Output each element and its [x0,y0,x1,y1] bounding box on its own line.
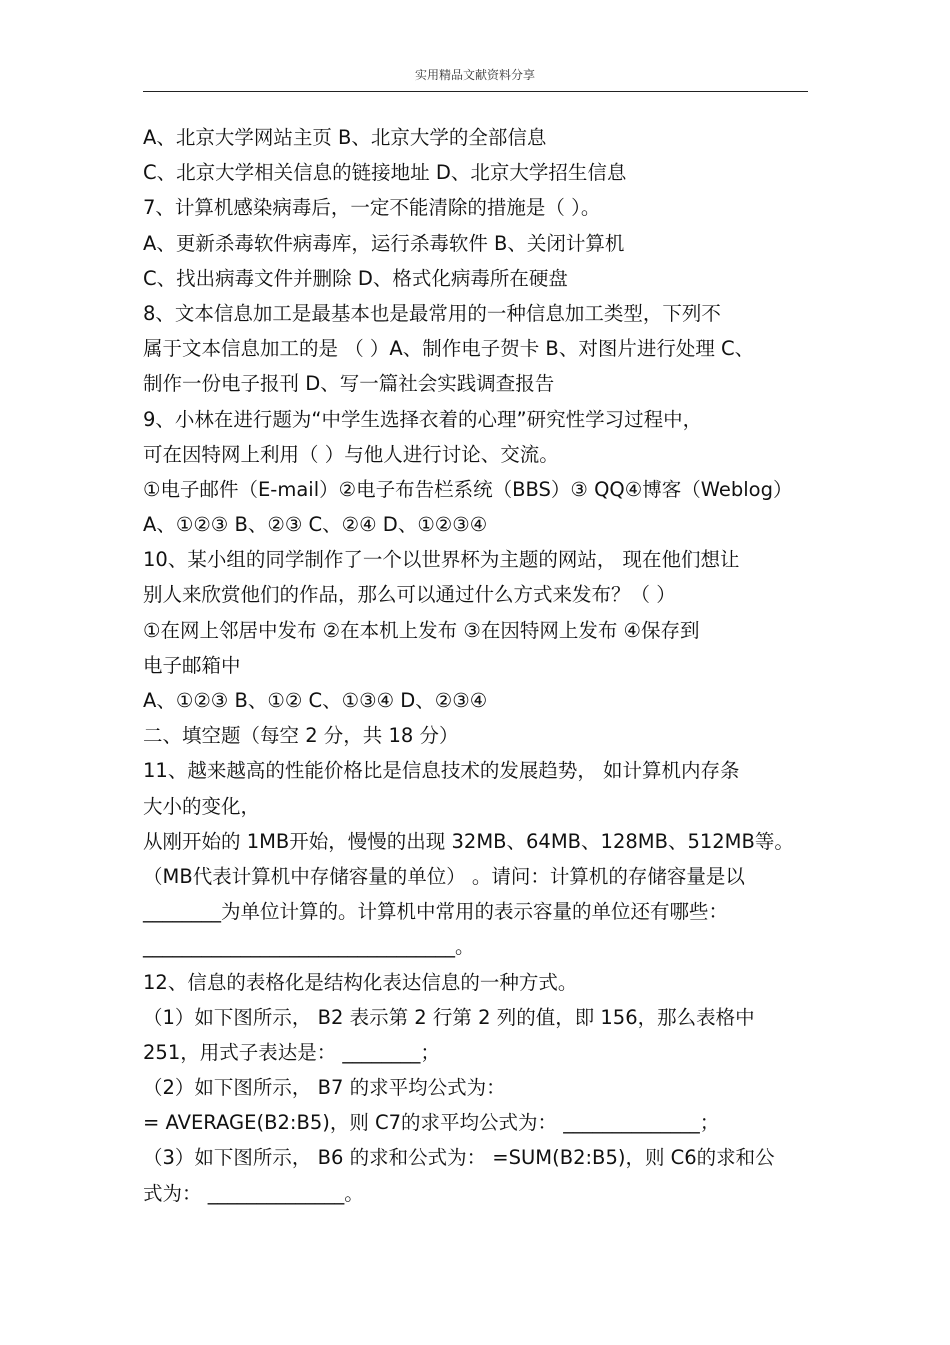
q10-stem-2: 别人来欣赏他们的作品，那么可以通过什么方式来发布？（ ） [143,583,676,607]
q12-part3-line2: 式为： ______________。 [143,1181,364,1205]
q11-stem-2: 大小的变化， [143,794,261,818]
q8-options: 制作一份电子报刊 D、写一篇社会实践调查报告 [143,372,555,396]
document-body [143,120,813,1211]
q10-options: A、①②③ B、①② C、①③④ D、②③④ [143,689,488,712]
q7-options-cd: C、找出病毒文件并删除 D、格式化病毒所在硬盘 [143,266,568,290]
q7-stem: 7、计算机感染病毒后，一定不能清除的措施是（ ）。 [143,196,601,220]
q11-stem-4: （MB代表计算机中存储容量的单位） 。请问：计算机的存储容量是以 [143,864,745,888]
q9-stem-2: 可在因特网上利用（ ）与他人进行讨论、交流。 [143,442,559,466]
header-rule [143,91,808,92]
q7-options-ab: A、更新杀毒软件病毒库，运行杀毒软件 B、关闭计算机 [143,231,625,255]
q10-items-2: 电子邮箱中 [143,653,241,677]
q10-stem-1: 10、某小组的同学制作了一个以世界杯为主题的网站， 现在他们想让 [143,548,740,572]
q8-stem-1: 8、文本信息加工是最基本也是最常用的一种信息加工类型，下列不 [143,301,721,325]
q12-stem: 12、信息的表格化是结构化表达信息的一种方式。 [143,970,578,994]
section-fill-in-heading: 二、填空题（每空 2 分，共 18 分） [143,724,459,748]
q11-stem-1: 11、越来越高的性能价格比是信息技术的发展趋势， 如计算机内存条 [143,759,740,783]
q10-items-1: ①在网上邻居中发布 ②在本机上发布 ③在因特网上发布 ④保存到 [143,618,700,642]
q9-stem-1: 9、小林在进行题为“中学生选择衣着的心理”研究性学习过程中， [143,407,703,431]
q6-options-ab: A、北京大学网站主页 B、北京大学的全部信息 [143,126,547,149]
q12-part1-line2: 251，用式子表达是： ________； [143,1040,440,1064]
q8-stem-2: 属于文本信息加工的是 （ ）A、制作电子贺卡 B、对图片进行处理 C、 [143,337,755,361]
q9-items: ①电子邮件（E-mail）②电子布告栏系统（BBS）③ QQ④博客（Weblog） [143,477,793,501]
q12-part3-line1: （3）如下图所示， B6 的求和公式为： =SUM(B2:B5)，则 C6的求和公 [143,1146,775,1170]
q6-options-cd: C、北京大学相关信息的链接地址 D、北京大学招生信息 [143,161,627,185]
q9-options: A、①②③ B、②③ C、②④ D、①②③④ [143,513,488,537]
q12-part1-line1: （1）如下图所示， B2 表示第 2 行第 2 列的值，即 156，那么表格中 [143,1005,755,1029]
page-header: 实用精品文献资料分享 [414,68,535,82]
q12-part2-line2: = AVERAGE(B2:B5)，则 C7的求平均公式为： ______________； [143,1111,720,1135]
q11-stem-3: 从刚开始的 1MB开始，慢慢的出现 32MB、64MB、128MB、512MB等。 [143,829,794,853]
q11-blank-1: ________为单位计算的。计算机中常用的表示容量的单位还有哪些： [143,900,729,924]
q11-blank-2: ________________________________。 [143,935,475,959]
q12-part2-line1: （2）如下图所示， B7 的求平均公式为： [143,1076,506,1100]
